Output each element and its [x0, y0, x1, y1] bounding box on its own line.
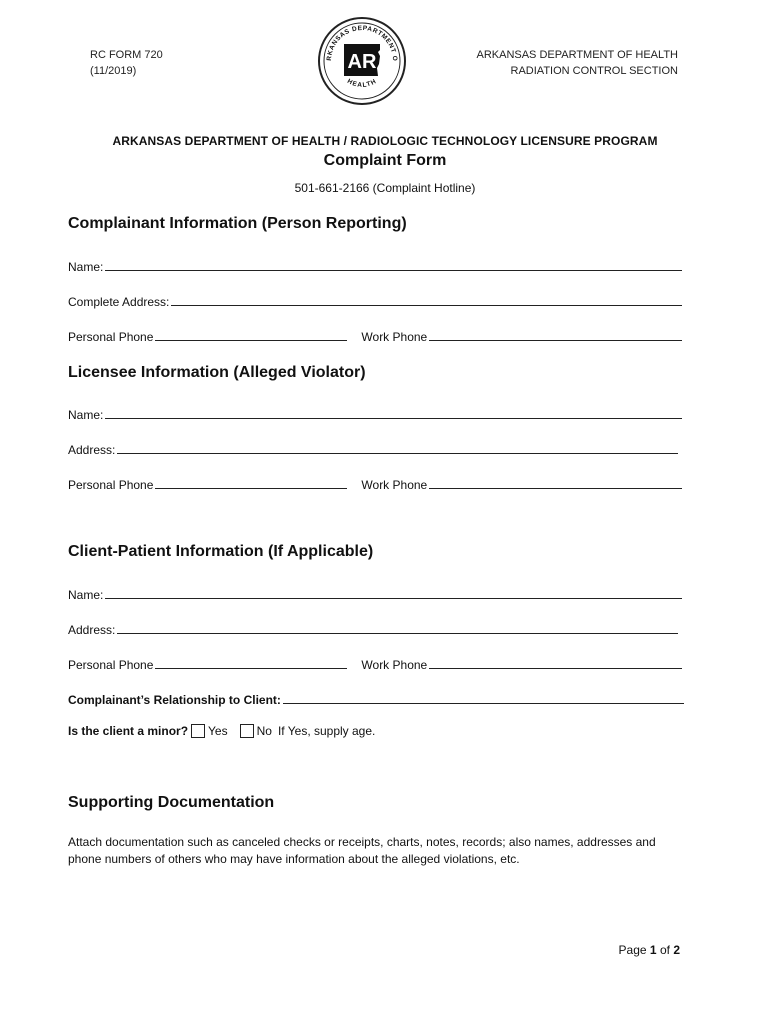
page-word: Page [618, 943, 647, 957]
svg-text:AR: AR [347, 51, 377, 73]
minor-yes-label: Yes [208, 724, 228, 738]
client-work-phone-label: Work Phone [361, 658, 428, 672]
complainant-work-phone-line[interactable] [429, 340, 682, 341]
minor-question-row [68, 724, 375, 738]
complainant-name-field[interactable] [68, 256, 682, 274]
licensee-name-line[interactable] [105, 418, 682, 419]
hotline: 501-661-2166 (Complaint Hotline) [294, 181, 476, 195]
complainant-heading: Complainant Information (Person Reporting) [68, 215, 407, 232]
complainant-address-field[interactable] [68, 291, 682, 309]
relationship-label: Complainant’s Relationship to Client: [68, 693, 281, 707]
form-date: (11/2019) [90, 65, 137, 77]
client-name-label: Name: [68, 588, 104, 602]
client-address-line[interactable] [117, 633, 678, 634]
licensee-address-line[interactable] [117, 453, 678, 454]
department-name: ARKANSAS DEPARTMENT OF HEALTH [476, 49, 678, 61]
licensee-work-phone-line[interactable] [429, 488, 682, 489]
relationship-field[interactable] [68, 689, 684, 707]
licensee-name-field[interactable] [68, 404, 682, 422]
complainant-personal-phone-label: Personal Phone [68, 330, 154, 344]
of-word: of [659, 943, 670, 957]
client-phone-row [68, 654, 682, 672]
department-seal-logo [317, 16, 407, 106]
complainant-name-label: Name: [68, 260, 104, 274]
licensee-work-phone-label: Work Phone [361, 478, 428, 492]
minor-no-checkbox[interactable] [240, 724, 254, 738]
minor-yes-checkbox[interactable] [191, 724, 205, 738]
svg-text:ARKANSAS DEPARTMENT OF: RKANSAS DEPARTMENT O [325, 24, 399, 62]
client-work-phone-line[interactable] [429, 668, 682, 669]
licensee-address-label: Address: [68, 443, 116, 457]
complainant-address-label: Complete Address: [68, 295, 170, 309]
svg-text:HEALTH: HEALTH [345, 77, 379, 89]
page-current: 1 [649, 943, 657, 957]
client-heading: Client-Patient Information (If Applicable) [68, 543, 374, 560]
page-number [619, 943, 680, 957]
complainant-phone-row [68, 326, 682, 344]
minor-no-label: No [256, 724, 272, 738]
supporting-heading: Supporting Documentation [68, 794, 275, 811]
form-id-block [90, 47, 163, 79]
complainant-work-phone-label: Work Phone [361, 330, 428, 344]
page-total: 2 [673, 943, 680, 957]
client-name-field[interactable] [68, 584, 682, 602]
section-name: RADIATION CONTROL SECTION [510, 65, 678, 77]
licensee-heading: Licensee Information (Alleged Violator) [68, 364, 366, 381]
supporting-text: Attach documentation such as canceled checks or receipts, charts, notes, records; also names, addresses and phone numbers of others who may have information about the alleged violations, etc. [68, 835, 656, 866]
complainant-address-line[interactable] [171, 305, 682, 306]
licensee-address-field[interactable] [68, 439, 678, 457]
client-address-field[interactable] [68, 619, 678, 637]
relationship-line[interactable] [283, 703, 684, 704]
licensee-phone-row [68, 474, 682, 492]
form-title: Complaint Form [323, 152, 447, 169]
program-title: ARKANSAS DEPARTMENT OF HEALTH / RADIOLOGIC TECHNOLOGY LICENSURE PROGRAM [112, 134, 658, 148]
client-name-line[interactable] [105, 598, 682, 599]
age-note: If Yes, supply age. [277, 724, 376, 738]
form-id: RC FORM 720 [90, 49, 163, 61]
licensee-personal-phone-label: Personal Phone [68, 478, 154, 492]
client-personal-phone-line[interactable] [155, 668, 347, 669]
client-personal-phone-label: Personal Phone [68, 658, 154, 672]
client-address-label: Address: [68, 623, 116, 637]
licensee-personal-phone-line[interactable] [155, 488, 347, 489]
minor-question-label: Is the client a minor? [68, 724, 189, 738]
complainant-personal-phone-line[interactable] [155, 340, 347, 341]
department-block [476, 47, 678, 79]
licensee-name-label: Name: [68, 408, 104, 422]
complainant-name-line[interactable] [105, 270, 682, 271]
